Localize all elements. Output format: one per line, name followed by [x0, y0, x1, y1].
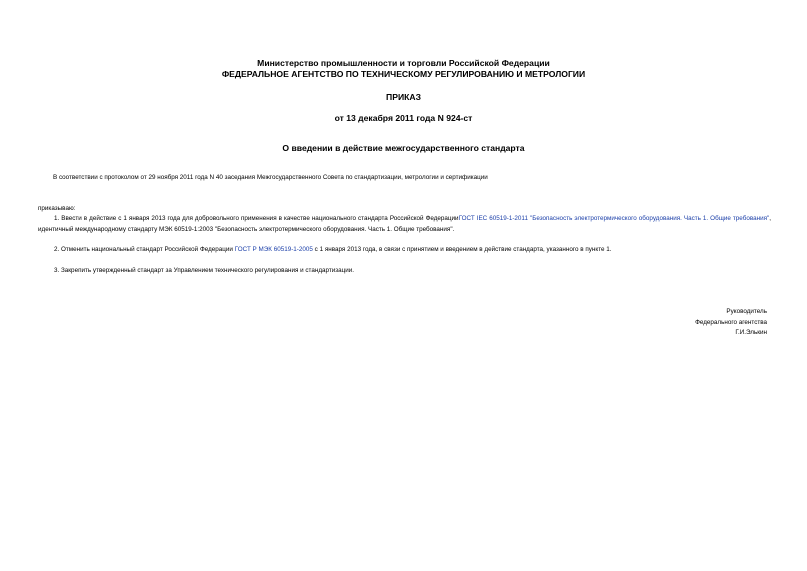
item-1-paragraph	[38, 214, 771, 235]
item-1-text-after: , идентичный международному стандарту МЭК 60519-1:2003 "Безопасность электротермического оборудования. Часть 1. Общие требования".	[38, 215, 771, 233]
signature-block	[695, 307, 767, 339]
agency-name: ФЕДЕРАЛЬНОЕ АГЕНТСТВО ПО ТЕХНИЧЕСКОМУ РЕГУЛИРОВАНИЮ И МЕТРОЛОГИИ	[221, 69, 586, 79]
item-1-text-before: 1. Ввести в действие с 1 января 2013 года для добровольного применения в качестве национального стандарта Российской Федерации	[54, 215, 459, 222]
order-title: ПРИКАЗ	[386, 92, 421, 102]
item-2-text-after: с 1 января 2013 года, в связи с принятием и введением в действие стандарта, указанного в пункте 1.	[312, 246, 612, 253]
gost-r-mek-60519-link[interactable]: ГОСТ Р МЭК 60519-1-2005	[234, 246, 313, 253]
signature-name: Г.И.Элькин	[735, 329, 767, 336]
item-3-paragraph: 3. Закрепить утвержденный стандарт за Управлением технического регулирования и стандартизации.	[54, 267, 355, 274]
item-2-text-before: 2. Отменить национальный стандарт Российской Федерации	[54, 246, 235, 253]
signature-position: Руководитель	[726, 308, 767, 315]
order-subject: О введении в действие межгосударственного стандарта	[282, 143, 525, 153]
basis-paragraph: В соответствии с протоколом от 29 ноября 2011 года N 40 заседания Межгосударственного Совета по стандартизации, метрологии и сертификации	[53, 174, 488, 181]
ordered-word: приказываю:	[38, 205, 76, 212]
order-date-number: от 13 декабря 2011 года N 924-ст	[334, 113, 473, 123]
item-2-paragraph	[54, 245, 774, 256]
gost-iec-60519-link[interactable]: ГОСТ IEC 60519-1-2011 "Безопасность электротермического оборудования. Часть 1. Общие требования"	[458, 215, 770, 222]
signature-organization: Федерального агентства	[695, 318, 767, 326]
ministry-name: Министерство промышленности и торговли Российской Федерации	[257, 58, 550, 68]
